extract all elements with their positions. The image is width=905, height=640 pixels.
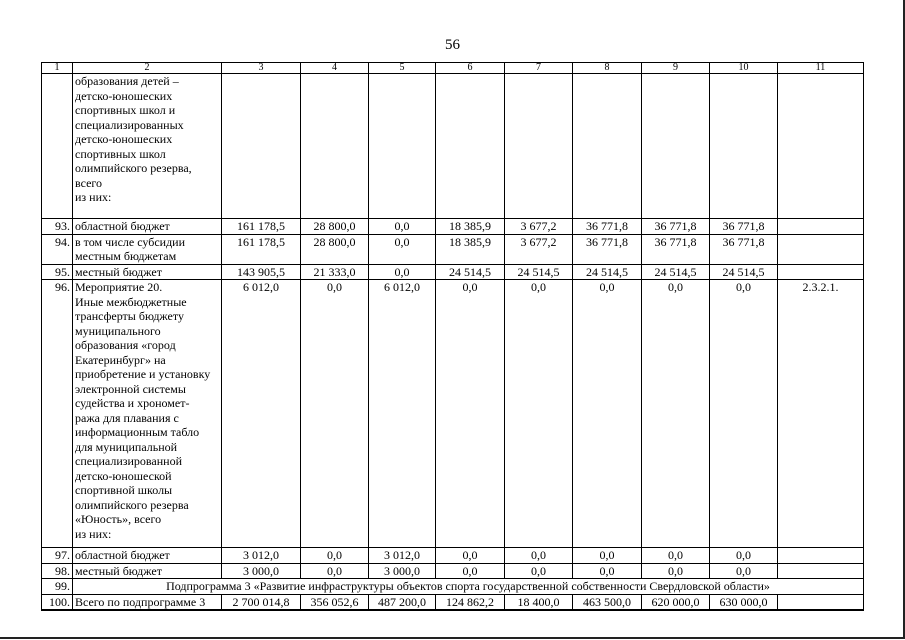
reference-cell [778, 548, 864, 564]
header-cell: 5 [369, 63, 436, 74]
row-number: 94. [42, 234, 73, 264]
value-cell: 487 200,0 [369, 594, 436, 610]
header-cell: 11 [778, 63, 864, 74]
value-cell: 0,0 [369, 219, 436, 235]
reference-cell [778, 563, 864, 579]
value-cell: 3 677,2 [505, 234, 573, 264]
row-name: областной бюджет [73, 219, 222, 235]
row-number: 97. [42, 548, 73, 564]
value-cell: 630 000,0 [710, 594, 778, 610]
row-number: 98. [42, 563, 73, 579]
value-cell: 124 862,2 [436, 594, 505, 610]
value-cell [573, 74, 642, 219]
value-cell: 0,0 [301, 548, 369, 564]
value-cell [436, 74, 505, 219]
table-row [42, 74, 864, 219]
value-cell: 0,0 [436, 548, 505, 564]
row-name: Мероприятие 20. Иные межбюджетные трансферты бюджету муниципального образования «город Екатеринбург» на приобретение и установку электронной системы судейства и хрономет- ража для плавания с информационным табло для муниципальной специализированной детско-юношеской спортивной школы олимпийского резерва «Юность», всего из них: [73, 280, 222, 548]
value-cell: 36 771,8 [573, 234, 642, 264]
value-cell: 18 385,9 [436, 219, 505, 235]
value-cell: 3 012,0 [222, 548, 301, 564]
value-cell: 36 771,8 [573, 219, 642, 235]
value-cell: 3 000,0 [369, 563, 436, 579]
value-cell: 0,0 [573, 280, 642, 548]
row-number: 96. [42, 280, 73, 548]
value-cell: 36 771,8 [710, 219, 778, 235]
subprogram-title: Подпрограмма 3 «Развитие инфраструктуры объектов спорта государственной собственности Свердловской области» [73, 579, 864, 595]
value-cell: 2 700 014,8 [222, 594, 301, 610]
row-number: 93. [42, 219, 73, 235]
row-number: 100. [42, 594, 73, 610]
value-cell: 24 514,5 [710, 264, 778, 280]
value-cell: 0,0 [369, 264, 436, 280]
header-cell: 7 [505, 63, 573, 74]
value-cell: 0,0 [642, 563, 710, 579]
value-cell: 36 771,8 [642, 234, 710, 264]
row-name: областной бюджет [73, 548, 222, 564]
value-cell [222, 74, 301, 219]
value-cell [369, 74, 436, 219]
value-cell: 3 677,2 [505, 219, 573, 235]
value-cell: 0,0 [642, 548, 710, 564]
value-cell: 143 905,5 [222, 264, 301, 280]
value-cell: 0,0 [369, 234, 436, 264]
value-cell: 18 385,9 [436, 234, 505, 264]
reference-cell [778, 264, 864, 280]
table-row [42, 280, 864, 548]
reference-cell [778, 219, 864, 235]
table-row [42, 264, 864, 280]
table-row [42, 563, 864, 579]
value-cell: 18 400,0 [505, 594, 573, 610]
header-cell: 4 [301, 63, 369, 74]
value-cell [642, 74, 710, 219]
row-name: Всего по подпрограмме 3 [73, 594, 222, 610]
table-row [42, 219, 864, 235]
value-cell: 0,0 [505, 280, 573, 548]
reference-cell [778, 74, 864, 219]
value-cell: 0,0 [642, 280, 710, 548]
budget-table [41, 62, 864, 611]
value-cell: 0,0 [301, 563, 369, 579]
value-cell [505, 74, 573, 219]
value-cell: 0,0 [505, 563, 573, 579]
row-number: 95. [42, 264, 73, 280]
header-cell: 9 [642, 63, 710, 74]
value-cell: 3 012,0 [369, 548, 436, 564]
value-cell: 0,0 [710, 548, 778, 564]
value-cell: 6 012,0 [222, 280, 301, 548]
value-cell: 620 000,0 [642, 594, 710, 610]
value-cell: 0,0 [573, 548, 642, 564]
row-number: 99. [42, 579, 73, 595]
reference-cell [778, 234, 864, 264]
row-name: местный бюджет [73, 264, 222, 280]
header-cell: 10 [710, 63, 778, 74]
value-cell [710, 74, 778, 219]
header-row [42, 63, 864, 74]
table-row [42, 234, 864, 264]
value-cell: 0,0 [710, 280, 778, 548]
reference-cell: 2.3.2.1. [778, 280, 864, 548]
value-cell: 0,0 [505, 548, 573, 564]
header-cell: 8 [573, 63, 642, 74]
value-cell: 6 012,0 [369, 280, 436, 548]
row-name: местный бюджет [73, 563, 222, 579]
reference-cell [778, 594, 864, 610]
value-cell: 28 800,0 [301, 219, 369, 235]
value-cell: 24 514,5 [436, 264, 505, 280]
page-number: 56 [445, 37, 460, 53]
value-cell: 36 771,8 [642, 219, 710, 235]
subprogram-row [42, 579, 864, 595]
value-cell: 0,0 [710, 563, 778, 579]
value-cell: 161 178,5 [222, 219, 301, 235]
value-cell: 0,0 [436, 563, 505, 579]
value-cell: 356 052,6 [301, 594, 369, 610]
total-row [42, 594, 864, 610]
value-cell: 463 500,0 [573, 594, 642, 610]
value-cell: 24 514,5 [505, 264, 573, 280]
value-cell: 0,0 [573, 563, 642, 579]
value-cell: 21 333,0 [301, 264, 369, 280]
row-name: в том числе субсидии местным бюджетам [73, 234, 222, 264]
value-cell: 0,0 [436, 280, 505, 548]
value-cell: 3 000,0 [222, 563, 301, 579]
header-cell: 2 [73, 63, 222, 74]
row-name: образования детей – детско-юношеских спортивных школ и специализированных детско-юношеских спортивных школ олимпийского резерва, всего из них: [73, 74, 222, 219]
header-cell: 6 [436, 63, 505, 74]
table-row [42, 548, 864, 564]
value-cell: 24 514,5 [642, 264, 710, 280]
header-cell: 1 [42, 63, 73, 74]
value-cell: 161 178,5 [222, 234, 301, 264]
value-cell: 0,0 [301, 280, 369, 548]
row-number [42, 74, 73, 219]
value-cell: 24 514,5 [573, 264, 642, 280]
value-cell: 28 800,0 [301, 234, 369, 264]
value-cell: 36 771,8 [710, 234, 778, 264]
header-cell: 3 [222, 63, 301, 74]
value-cell [301, 74, 369, 219]
